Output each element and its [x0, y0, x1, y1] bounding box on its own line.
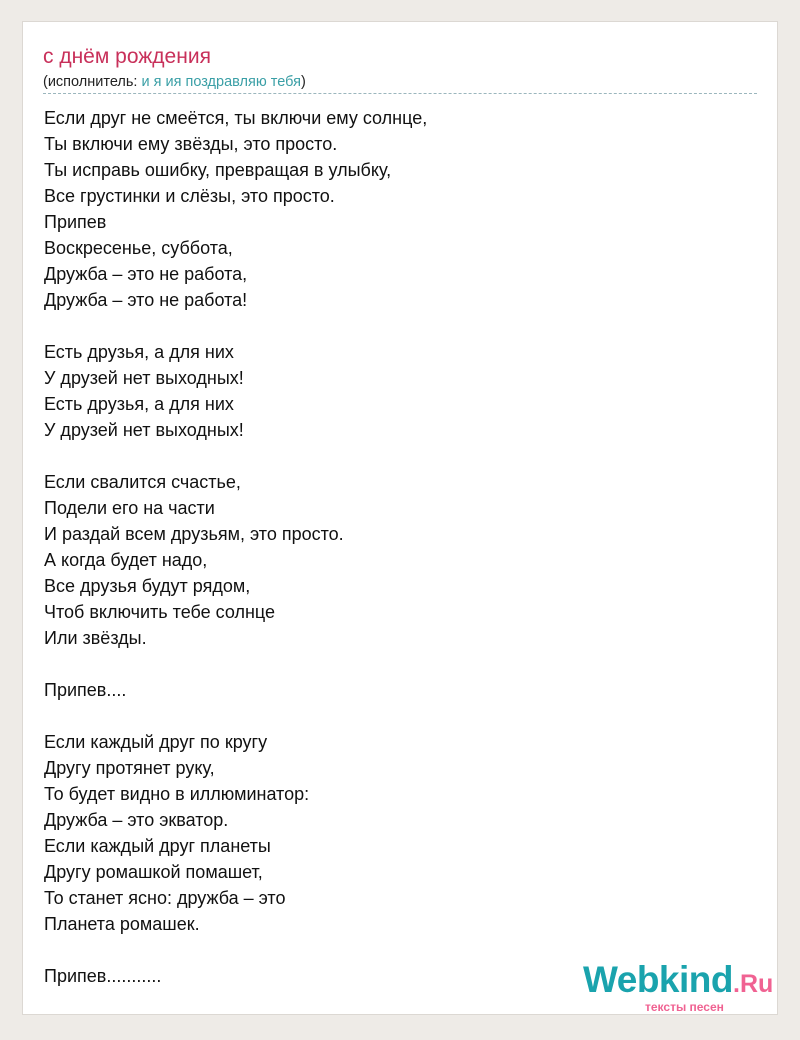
lyric-line: А когда будет надо, — [44, 550, 208, 570]
lyric-line: Припев — [44, 212, 107, 232]
lyric-line: Все друзья будут рядом, — [44, 576, 251, 596]
artist-prefix: (исполнитель: — [43, 74, 142, 90]
lyric-line: И раздай всем друзьям, это просто. — [44, 524, 344, 544]
lyric-line: У друзей нет выходных! — [44, 368, 244, 388]
webkind-logo[interactable] — [583, 960, 773, 1014]
lyric-line: Есть друзья, а для них — [44, 342, 234, 362]
lyric-line: Подели его на части — [44, 498, 215, 518]
lyric-line: Если каждый друг по кругу — [44, 732, 268, 752]
lyric-line: Если каждый друг планеты — [44, 836, 271, 856]
blank-line — [44, 937, 427, 963]
blank-line — [44, 651, 427, 677]
lyric-line: Припев.... — [44, 680, 127, 700]
lyric-line: Если свалится счастье, — [44, 472, 241, 492]
lyric-line: Дружба – это экватор. — [44, 810, 229, 830]
lyric-line: Дружба – это не работа, — [44, 264, 248, 284]
logo-wordmark — [583, 960, 773, 1000]
lyric-line: Другу ромашкой помашет, — [44, 862, 263, 882]
lyric-line: У друзей нет выходных! — [44, 420, 244, 440]
artist-suffix: ) — [300, 74, 306, 90]
lyric-line: Ты включи ему звёзды, это просто. — [44, 134, 338, 154]
lyric-line: То станет ясно: дружба – это — [44, 888, 286, 908]
lyrics-panel — [22, 21, 778, 1015]
lyric-line: Другу протянет руку, — [44, 758, 215, 778]
artist-line — [43, 72, 306, 92]
lyric-line: Воскресенье, суббота, — [44, 238, 233, 258]
divider — [43, 93, 757, 94]
blank-line — [44, 443, 427, 469]
lyric-line: Все грустинки и слёзы, это просто. — [44, 186, 335, 206]
lyric-line: Припев........... — [44, 966, 162, 986]
logo-domain: .Ru — [733, 970, 774, 998]
lyric-line: Или звёзды. — [44, 628, 147, 648]
lyric-line: Дружба – это не работа! — [44, 290, 248, 310]
lyric-line: Если друг не смеётся, ты включи ему солнце, — [44, 108, 428, 128]
lyric-line: Ты исправь ошибку, превращая в улыбку, — [44, 160, 392, 180]
artist-link[interactable]: и я ия поздравляю тебя — [141, 74, 301, 90]
lyric-line: Есть друзья, а для них — [44, 394, 234, 414]
lyrics-text — [44, 105, 427, 989]
logo-tagline: тексты песен — [645, 1000, 724, 1014]
lyric-line: То будет видно в иллюминатор: — [44, 784, 310, 804]
song-title: с днём рождения — [43, 45, 211, 68]
lyric-line: Чтоб включить тебе солнце — [44, 602, 276, 622]
lyric-line: Планета ромашек. — [44, 914, 200, 934]
blank-line — [44, 313, 427, 339]
blank-line — [44, 703, 427, 729]
logo-name: Webkind — [583, 959, 733, 1000]
